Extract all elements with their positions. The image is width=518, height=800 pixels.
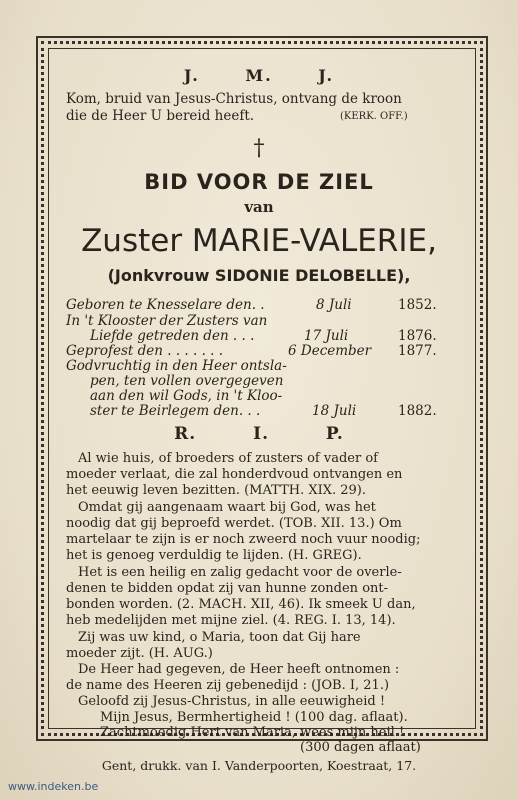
verse-line-2: die de Heer U bereid heeft. [66, 108, 255, 124]
text-line: Zij was uw kind, o Maria, toon dat Gij hare [78, 630, 361, 645]
life-year: 1877. [398, 343, 437, 359]
text-line: het is genoeg verduldig te lijden. (H. GREG). [66, 548, 362, 563]
life-label: aan den wil Gods, in 't Kloo- [90, 388, 283, 404]
life-day: 8 Juli [316, 297, 352, 313]
life-year: 1882. [398, 403, 437, 419]
jmj-heading: J. M. J. [183, 66, 335, 85]
deceased-name: Zuster MARIE-VALERIE, [81, 223, 437, 259]
life-label: Liefde getreden den . . . [90, 328, 255, 344]
text-line: Mijn Jesus, Bermhertigheid ! (100 dag. aflaat). [100, 710, 408, 725]
text-line: moeder zijt. (H. AUG.) [66, 646, 213, 661]
life-day: 18 Juli [312, 403, 357, 419]
text-line: moeder verlaat, die zal honderdvoud ontvangen en [66, 467, 403, 482]
van-label: van [244, 198, 274, 216]
text-line: Het is een heilig en zalig gedacht voor de overle- [78, 565, 402, 580]
text-line: heb medelijden met mijne ziel. (4. REG. I. 13, 14). [66, 613, 396, 628]
life-label: In 't Klooster der Zusters van [66, 313, 268, 329]
deceased-birth-name: (Jonkvrouw SIDONIE DELOBELLE), [107, 266, 411, 285]
text-line: Zachtmoedig Hert van Maria, wees mijn heil ! [100, 725, 405, 740]
text-line: Omdat gij aangenaam waart bij God, was het [78, 500, 376, 515]
life-label: Godvruchtig in den Heer ontsla- [66, 358, 287, 374]
verse-source: (KERK. OFF.) [340, 111, 408, 122]
rip-heading: R. I. P. [174, 424, 344, 444]
text-line: het eeuwig leven bezitten. (MATTH. XIX. 29). [66, 483, 367, 498]
verse-line-1: Kom, bruid van Jesus-Christus, ontvang de kroon [66, 91, 402, 107]
text-line: Geloofd zij Jesus-Christus, in alle eeuwigheid ! [78, 694, 386, 709]
text-line: de name des Heeren zij gebenedijd : (JOB. I, 21.) [66, 678, 390, 693]
life-day: 17 Juli [304, 328, 349, 344]
text-line: (300 dagen aflaat) [300, 740, 421, 755]
bid-voor-de-ziel: BID VOOR DE ZIEL [144, 170, 374, 194]
life-label: pen, ten vollen overgegeven [90, 373, 284, 389]
text-line: De Heer had gegeven, de Heer heeft ontnomen : [78, 662, 400, 677]
text-line: denen te bidden opdat zij van hunne zonden ont- [66, 581, 389, 596]
life-year: 1852. [398, 297, 437, 313]
printer-footer: Gent, drukk. van I. Vanderpoorten, Koestraat, 17. [101, 758, 417, 773]
life-label: ster te Beirlegem den. . . [90, 403, 261, 419]
text-line: martelaar te zijn is er noch zweerd noch vuur noodig; [66, 532, 421, 547]
text-line: bonden worden. (2. MACH. XII, 46). Ik smeek U dan, [66, 597, 416, 612]
cross-icon: † [253, 136, 265, 161]
text-line: Al wie huis, of broeders of zusters of vader of [78, 451, 378, 466]
life-year: 1876. [398, 328, 437, 344]
life-day: 6 December [288, 343, 372, 359]
life-label: Geprofest den . . . . . . . [66, 343, 224, 359]
watermark-link[interactable]: www.indeken.be [8, 780, 99, 793]
text-line: noodig dat gij beproefd werdet. (TOB. XII. 13.) Om [66, 516, 402, 531]
life-label: Geboren te Knesselare den. . [66, 297, 265, 313]
